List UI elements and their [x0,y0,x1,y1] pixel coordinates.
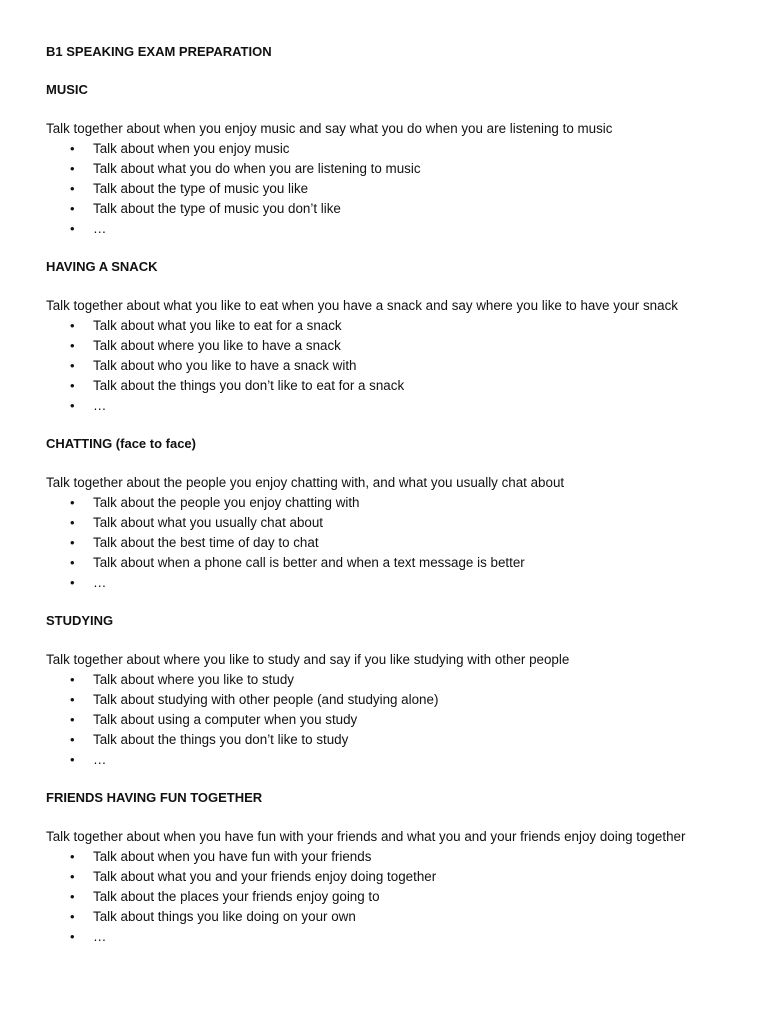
bullet-item [46,927,736,947]
bullet-icon: • [70,575,75,590]
bullet-item [46,376,736,396]
document-page [46,43,736,966]
bullet-item [46,847,736,867]
bullet-item [46,907,736,927]
bullet-item [46,670,736,690]
bullet-item [46,316,736,336]
section-heading: STUDYING [46,613,114,628]
bullet-text: Talk about studying with other people (and studying alone) [93,692,439,707]
bullet-icon: • [70,495,75,510]
bullet-text: Talk about when you have fun with your friends [93,849,372,864]
bullet-item [46,690,736,710]
bullet-item [46,396,736,416]
section-prompt: Talk together about where you like to study and say if you like studying with other people [46,652,570,667]
bullet-icon: • [70,378,75,393]
bullet-text: Talk about who you like to have a snack with [93,358,357,373]
bullet-list [46,670,736,770]
document-title: B1 SPEAKING EXAM PREPARATION [46,44,272,59]
bullet-list [46,847,736,947]
bullet-item [46,730,736,750]
section-prompt: Talk together about the people you enjoy chatting with, and what you usually chat about [46,475,565,490]
bullet-icon: • [70,141,75,156]
section-heading: MUSIC [46,82,88,97]
section-chatting [46,435,736,593]
bullet-item [46,219,736,239]
bullet-text: Talk about using a computer when you study [93,712,358,727]
bullet-item [46,887,736,907]
bullet-icon: • [70,515,75,530]
bullet-item [46,356,736,376]
bullet-icon: • [70,929,75,944]
bullet-list [46,316,736,416]
bullet-icon: • [70,338,75,353]
bullet-item [46,513,736,533]
bullet-item [46,336,736,356]
bullet-icon: • [70,849,75,864]
bullet-list [46,493,736,593]
section-heading: FRIENDS HAVING FUN TOGETHER [46,790,263,805]
bullet-text: Talk about the type of music you don’t like [93,201,341,216]
section-prompt: Talk together about when you enjoy music and say what you do when you are listening to music [46,121,613,136]
bullet-text: Talk about when you enjoy music [93,141,290,156]
bullet-item [46,710,736,730]
bullet-list [46,139,736,239]
bullet-text: Talk about things you like doing on your own [93,909,356,924]
bullet-icon: • [70,181,75,196]
bullet-text: Talk about what you like to eat for a snack [93,318,342,333]
section-heading: HAVING A SNACK [46,259,158,274]
bullet-icon: • [70,535,75,550]
bullet-text: Talk about where you like to study [93,672,294,687]
bullet-item [46,159,736,179]
section-studying [46,612,736,770]
bullet-text: Talk about the things you don’t like to eat for a snack [93,378,405,393]
bullet-text: Talk about the places your friends enjoy going to [93,889,380,904]
bullet-icon: • [70,201,75,216]
bullet-text: … [93,752,107,767]
bullet-item [46,179,736,199]
bullet-icon: • [70,221,75,236]
bullet-text: Talk about the best time of day to chat [93,535,319,550]
bullet-icon: • [70,555,75,570]
bullet-item [46,553,736,573]
bullet-icon: • [70,692,75,707]
bullet-icon: • [70,712,75,727]
bullet-text: … [93,221,107,236]
bullet-icon: • [70,358,75,373]
bullet-text: Talk about when a phone call is better and when a text message is better [93,555,525,570]
bullet-text: … [93,575,107,590]
bullet-text: … [93,398,107,413]
bullet-item [46,867,736,887]
section-music [46,81,736,239]
bullet-text: Talk about where you like to have a snack [93,338,341,353]
bullet-icon: • [70,732,75,747]
bullet-icon: • [70,318,75,333]
bullet-icon: • [70,161,75,176]
bullet-icon: • [70,672,75,687]
section-heading: CHATTING (face to face) [46,436,196,451]
section-having-a-snack [46,258,736,416]
bullet-item [46,139,736,159]
bullet-text: Talk about the people you enjoy chatting with [93,495,360,510]
bullet-item [46,533,736,553]
section-prompt: Talk together about what you like to eat when you have a snack and say where you like to have your snack [46,298,678,313]
bullet-text: Talk about the things you don’t like to study [93,732,349,747]
bullet-item [46,573,736,593]
section-friends-having-fun [46,789,736,947]
bullet-icon: • [70,398,75,413]
bullet-text: Talk about the type of music you like [93,181,309,196]
bullet-icon: • [70,752,75,767]
bullet-text: Talk about what you do when you are listening to music [93,161,421,176]
bullet-icon: • [70,889,75,904]
bullet-item [46,199,736,219]
bullet-item [46,750,736,770]
bullet-icon: • [70,909,75,924]
bullet-text: Talk about what you usually chat about [93,515,324,530]
bullet-item [46,493,736,513]
section-prompt: Talk together about when you have fun with your friends and what you and your friends enjoy doing together [46,829,686,844]
bullet-text: Talk about what you and your friends enjoy doing together [93,869,437,884]
bullet-icon: • [70,869,75,884]
bullet-text: … [93,929,107,944]
